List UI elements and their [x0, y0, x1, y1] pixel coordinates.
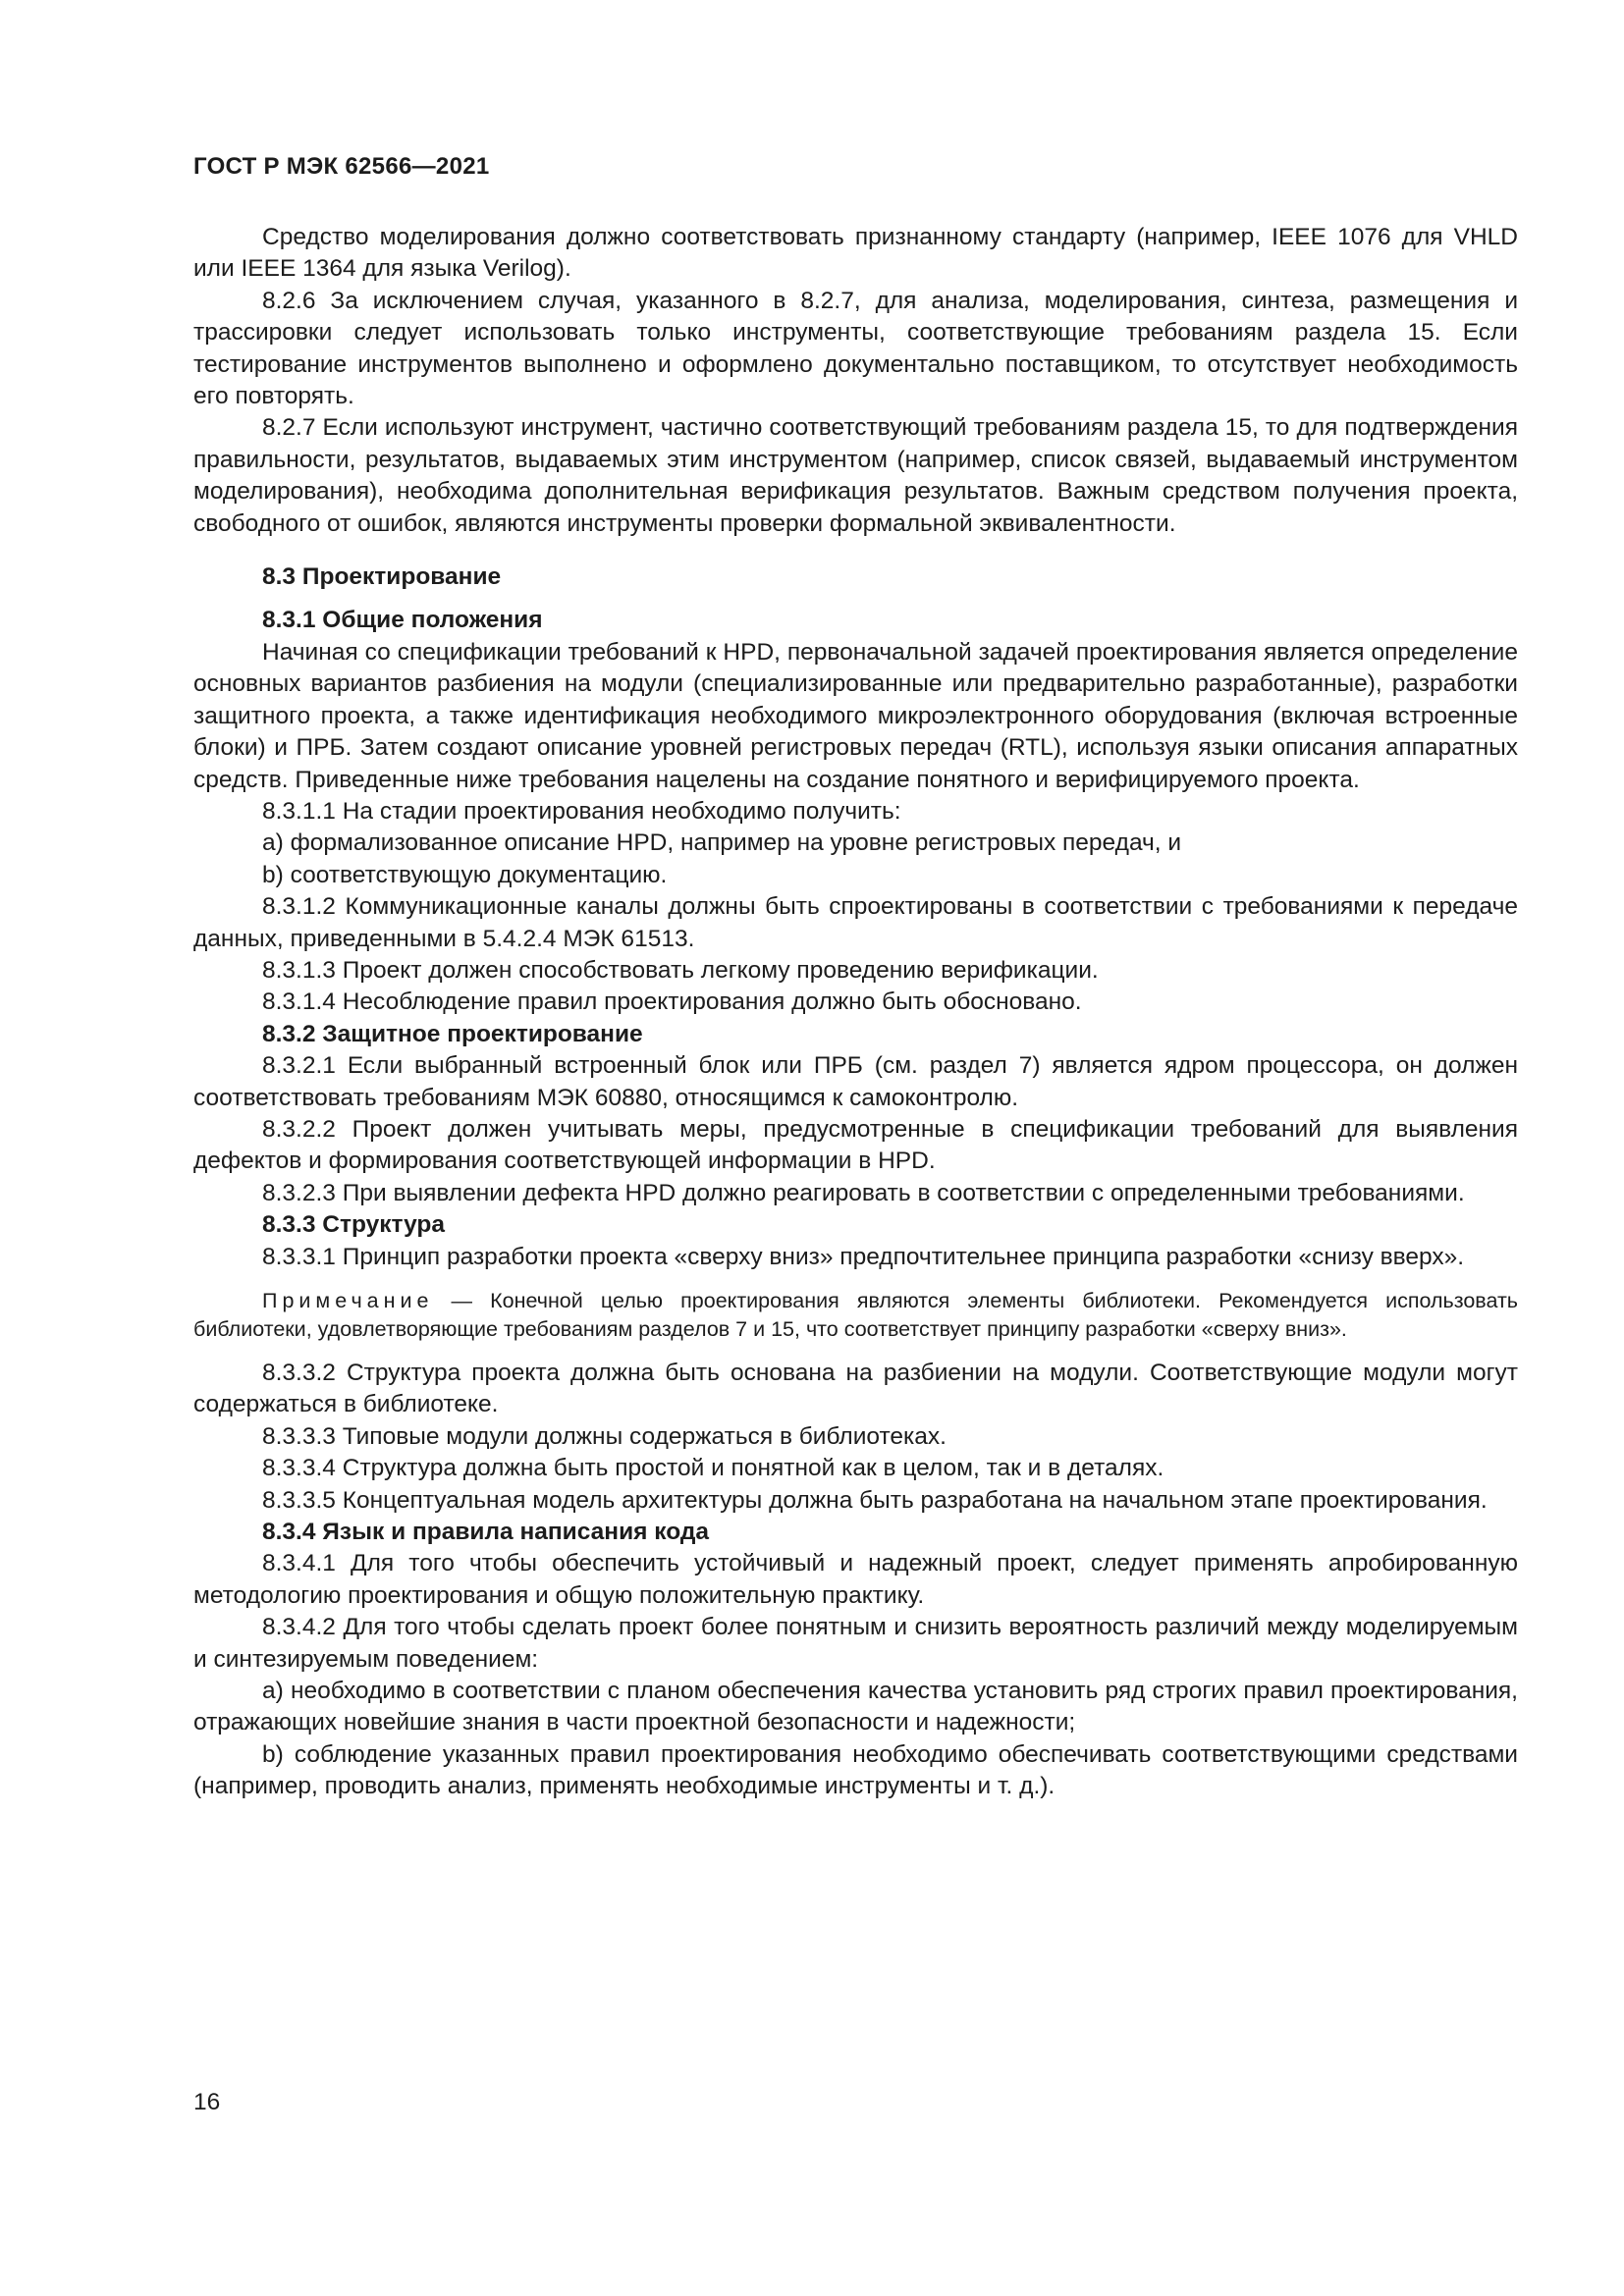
paragraph: 8.3.4.2 Для того чтобы сделать проект более понятным и снизить вероятность различий между моделируемым и синтезируемым поведением:	[193, 1614, 1518, 1673]
document-body	[193, 222, 1518, 1803]
subsection-heading: 8.3.4 Язык и правила написания кода	[262, 1519, 710, 1546]
paragraph: 8.3.3.2 Структура проекта должна быть основана на разбиении на модули. Соответствующие модули могут содержаться в библиотеке.	[193, 1360, 1518, 1418]
section-heading: 8.3 Проектирование	[262, 563, 502, 591]
list-item: b) соблюдение указанных правил проектирования необходимо обеспечивать соответствующими средствами (например, проводить анализ, применять необходимые инструменты и т. д.).	[193, 1740, 1518, 1800]
paragraph: 8.3.4.1 Для того чтобы обеспечить устойчивый и надежный проект, следует применять апробированную методологию проектирования и общую положительную практику.	[193, 1550, 1518, 1609]
paragraph: 8.2.6 За исключением случая, указанного в 8.2.7, для анализа, моделирования, синтеза, размещения и трассировки следует использовать только инструменты, соответствующие требованиям раздела 15. Если тестирование инструментов выполнено и оформлено документально поставщиком, то отсутствует необходимость его повторять.	[193, 287, 1518, 410]
paragraph: Начиная со спецификации требований к HPD, первоначальной задачей проектирования является определение основных вариантов разбиения на модули (специализированные или предварительно разработанные), разработки защитного проекта, а также идентификация необходимого микроэлектронного оборудования (включая встроенные блоки) и ПРБ. Затем создают описание уровней регистровых передач (RTL), используя языки описания аппаратных средств. Приведенные ниже требования нацелены на создание понятного и верифицируемого проекта.	[193, 638, 1518, 793]
paragraph: 8.3.1.4 Несоблюдение правил проектирования должно быть обосновано.	[262, 988, 1082, 1016]
paragraph: 8.3.2.1 Если выбранный встроенный блок или ПРБ (см. раздел 7) является ядром процессора, он должен соответствовать требованиям МЭК 60880, относящимся к самоконтролю.	[193, 1052, 1518, 1111]
subsection-heading: 8.3.1 Общие положения	[262, 607, 543, 634]
paragraph: 8.3.2.3 При выявлении дефекта HPD должно реагировать в соответствии с определенными требованиями.	[262, 1179, 1465, 1206]
note-label: Примечание	[262, 1289, 434, 1312]
paragraph: 8.3.3.4 Структура должна быть простой и понятной как в целом, так и в деталях.	[262, 1455, 1164, 1482]
subsection-heading: 8.3.3 Структура	[262, 1211, 446, 1239]
list-item: a) формализованное описание HPD, например на уровне регистровых передач, и	[262, 829, 1182, 857]
paragraph: 8.3.2.2 Проект должен учитывать меры, предусмотренные в спецификации требований для выявления дефектов и формирования соответствующей информации в HPD.	[193, 1115, 1518, 1175]
list-item: b) соответствующую документацию.	[262, 861, 668, 888]
paragraph: 8.3.1.3 Проект должен способствовать легкому проведению верификации.	[262, 956, 1099, 984]
note-text: — Конечной целью проектирования являются элементы библиотеки. Рекомендуется использовать библиотеки, удовлетворяющие требованиям разделов 7 и 15, что соответствует принципу разработки «сверху вниз».	[193, 1289, 1518, 1341]
paragraph: 8.3.1.1 На стадии проектирования необходимо получить:	[262, 797, 901, 825]
page-number: 16	[193, 2089, 221, 2115]
paragraph: 8.3.1.2 Коммуникационные каналы должны быть спроектированы в соответствии с требованиями к передаче данных, приведенными в 5.4.2.4 МЭК 61513.	[193, 893, 1518, 952]
note	[193, 1287, 1518, 1344]
paragraph: 8.3.3.3 Типовые модули должны содержаться в библиотеках.	[262, 1422, 947, 1450]
subsection-heading: 8.3.2 Защитное проектирование	[262, 1020, 643, 1047]
list-item: a) необходимо в соответствии с планом обеспечения качества установить ряд строгих правил проектирования, отражающих новейшие знания в части проектной безопасности и надежности;	[193, 1678, 1518, 1736]
paragraph: 8.3.3.5 Концептуальная модель архитектуры должна быть разработана на начальном этапе проектирования.	[262, 1486, 1488, 1514]
paragraph: 8.3.3.1 Принцип разработки проекта «сверху вниз» предпочтительнее принципа разработки «снизу вверх».	[262, 1243, 1465, 1270]
paragraph: Средство моделирования должно соответствовать признанному стандарту (например, IEEE 1076 для VHLD или IEEE 1364 для языка Verilog).	[193, 224, 1518, 283]
document-header: ГОСТ Р МЭК 62566—2021	[193, 153, 490, 180]
paragraph: 8.2.7 Если используют инструмент, частично соответствующий требованиям раздела 15, то для подтверждения правильности, результатов, выдаваемых этим инструментом (например, список связей, выдаваемый инструментом моделирования), необходима дополнительная верификация результатов. Важным средством получения проекта, свободного от ошибок, являются инструменты проверки формальной эквивалентности.	[193, 414, 1518, 537]
